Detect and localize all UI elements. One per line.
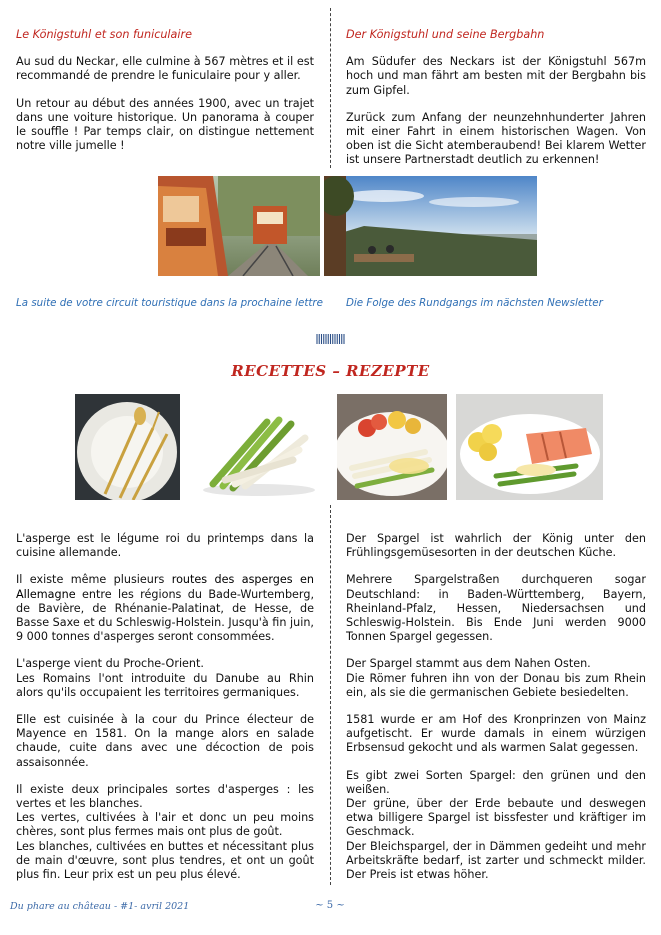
caption-fr: La suite de votre circuit touristique dans la prochaine lettre [16, 297, 323, 309]
recipe-column-divider [330, 505, 331, 885]
funicular-fr-column [16, 28, 314, 166]
recipe-fr-paragraph-1: L'asperge est le légume roi du printemps dans la cuisine allemande. [16, 532, 314, 560]
recipe-fr-paragraph-3a: L'asperge vient du Proche-Orient. [16, 657, 204, 671]
asparagus-bundle-photo [195, 394, 323, 500]
top-column-divider [330, 8, 331, 168]
asparagus-plate-photo [337, 394, 447, 500]
funicular-de-paragraph-1: Am Südufer des Neckars ist der Königstuhl 567m hoch und man fährt am besten mit der Bergbahn bis zum Gipfel. [346, 55, 646, 97]
recipe-de-paragraph-1: Der Spargel ist wahrlich der König unter den Frühlingsgemüsesorten in der deutschen Küche. [346, 532, 646, 560]
recipe-de-column [346, 532, 646, 882]
recipe-de-paragraph-4: 1581 wurde er am Hof des Kronprinzen von Mainz aufgetischt. Er wurde damals in einem würzigen Erbsensud gekocht und als warmen Salat gegessen. [346, 713, 646, 755]
funicular-fr-heading: Le Königstuhl et son funiculaire [16, 28, 192, 41]
asparagus-routes-link[interactable]: routes des asperges en Allemagne [16, 573, 314, 601]
recipe-de-paragraph-5a: Es gibt zwei Sorten Spargel: den grünen und den weißen. [346, 768, 646, 796]
recipe-de-paragraph-3b: Die Römer fuhren ihn von der Donau bis zum Rhein ein, als sie die germanischen Gebiete besiedelten. [346, 671, 646, 699]
recipe-de-paragraph-5c: Der Bleichspargel, der in Dämmen gedeiht und mehr Arbeitskräfte bedarf, ist zarter und schmeckt milder. Der Preis ist etwas höher. [346, 839, 646, 882]
cutlery-photo [75, 394, 180, 500]
recipe-de-paragraph-3a: Der Spargel stammt aus dem Nahen Osten. [346, 657, 591, 671]
section-ornament: ꟾꟾꟾꟾꟾꟾꟾꟾꟾꟾꟾꟾꟾ [315, 334, 345, 347]
recipe-fr-paragraph-4: Elle est cuisinée à la cour du Prince électeur de Mayence en 1581. On la mange alors en salade chaude, cuite dans avec une décoction de pois assaisonnée. [16, 713, 314, 769]
footer-issue: Du phare au château - #1- avril 2021 [10, 901, 190, 912]
funicular-fr-paragraph-2: Un retour au début des années 1900, avec un trajet dans une voiture historique. Un panorama à couper le souffle ! Par temps clair, on distingue nettement notre ville jumelle ! [16, 96, 314, 153]
recipe-de-paragraph-5b: Der grüne, über der Erde bebaute und deswegen etwa billigere Spargel ist bissfester und kräftiger im Geschmack. [346, 797, 646, 839]
funicular-fr-paragraph-1: Au sud du Neckar, elle culmine à 567 mètres et il est recommandé de prendre le funiculaire pour y aller. [16, 55, 314, 83]
recipe-fr-paragraph-5a: Il existe deux principales sortes d'asperges : les vertes et les blanches. [16, 782, 314, 811]
funicular-de-heading: Der Königstuhl und seine Bergbahn [346, 28, 545, 41]
section-title: RECETTES – REZEPTE [231, 362, 430, 380]
salmon-plate-photo [456, 394, 603, 500]
recipe-de-paragraph-2: Mehrere Spargelstraßen durchqueren sogar Deutschland: in Baden-Württemberg, Bayern, Rheinland-Pfalz, Hessen, Niedersachsen und Schleswig-Holstein. Bis Ende Juni werden 9000 Tonnen Spargel gegessen. [346, 573, 646, 644]
panorama-photo [324, 176, 537, 276]
recipe-fr-paragraph-5b: Les vertes, cultivées à l'air et donc un peu moins chères, sont plus fermes mais ont plus de goût. [16, 811, 314, 839]
recipe-fr-paragraph-2: Il existe même plusieurs routes des asperges en Allemagne entre les régions du Bade-Wurtemberg, de Bavière, de Rhénanie-Palatinat, de Hesse, de Basse Saxe et du Schleswig-Holstein. Jusqu'à fin juin, 9 000 tonnes d'asperges seront consommées. [16, 573, 314, 644]
caption-de: Die Folge des Rundgangs im nächsten Newsletter [346, 297, 603, 309]
page-number: ~ 5 ~ [315, 900, 345, 911]
funicular-de-paragraph-2: Zurück zum Anfang der neunzehnhunderter Jahren mit einer Fahrt in einem historischen Wagen. Von oben ist die Sicht atemberaubend! Bei klarem Wetter ist unsere Partnerstadt deutlich zu erkennen! [346, 110, 646, 167]
recipe-fr-paragraph-5c: Les blanches, cultivées en buttes et nécessitant plus de main d'œuvre, sont plus tendres, et ont un goût plus fin. Leur prix est un peu plus élevé. [16, 839, 314, 882]
funicular-photo [158, 176, 320, 276]
recipe-fr-column [16, 532, 314, 882]
funicular-de-column [346, 28, 646, 181]
recipe-fr-paragraph-3b: Les Romains l'ont introduite du Danube au Rhin alors qu'ils occupaient les territoires germaniques. [16, 671, 314, 699]
